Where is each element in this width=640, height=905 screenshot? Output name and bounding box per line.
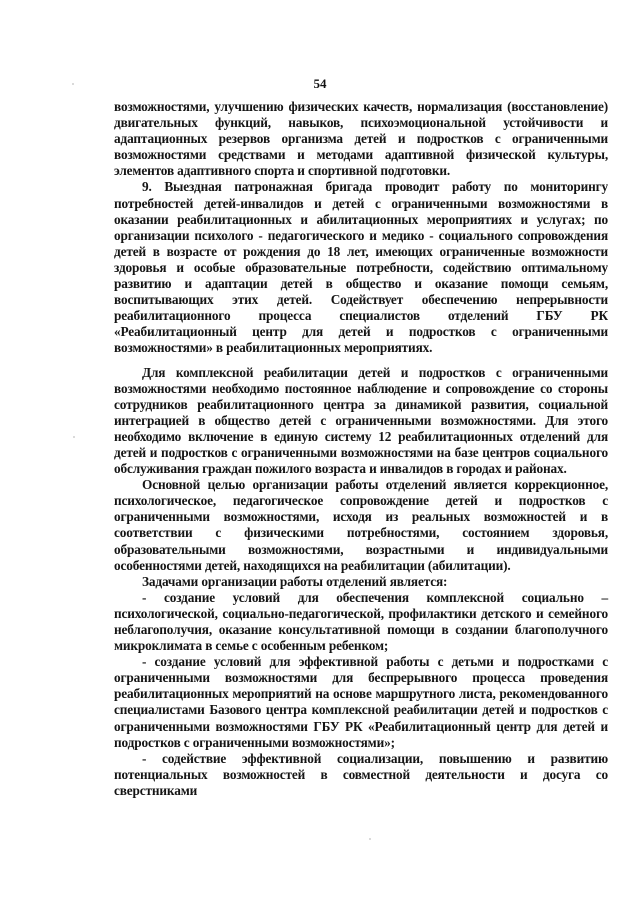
- document-body: [114, 99, 608, 799]
- list-item-task-3: - содействие эффективной социализации, повышению и развитию потенциальных возможностей в совместной деятельности и досуга со сверстниками: [114, 750, 608, 798]
- paragraph-tasks-heading: Задачами организации работы отделений является:: [142, 573, 448, 589]
- scan-artifact: [369, 838, 371, 840]
- paragraph-mobile-team: 9. Выездная патронажная бригада проводит работу по мониторингу потребностей детей-инвалидов и детей с ограниченными возможностями в оказании реабилитационных и абилитационных мероприятиях и услугах; по организации психолого - педагогического и медико - социального сопровождения детей в возрасте от рождения до 18 лет, имеющих ограниченные возможности здоровья и особые образовательные потребности, содействию оптимальному развитию и адаптации детей в общество и оказание помощи семьям, воспитывающих этих детей. Содействует обеспечению непрерывности реабилитационного процесса специалистов отделений ГБУ РК «Реабилитационный центр для детей и подростков с ограниченными возможностями» в реабилитационных мероприятиях.: [114, 179, 608, 356]
- scan-artifact: [73, 436, 75, 438]
- paragraph-main-goal: Основной целью организации работы отделений является коррекционное, психологическое, педагогическое сопровождение детей и подростков с ограниченными возможностями, исходя из реальных возможностей и в соответствии с физическими потребностями, состоянием здоровья, образовательными возможностями, возрастными и индивидуальными особенностями детей, находящихся на реабилитации (абилитации).: [114, 477, 608, 573]
- page-number: 54: [313, 76, 327, 91]
- paragraph-complex-rehabilitation: Для комплексной реабилитации детей и подростков с ограниченными возможностями необходимо постоянное наблюдение и сопровождение со стороны сотрудников реабилитационного центра за динамикой развития, социальной интеграцией в общество детей с ограниченными возможностями. Для этого необходимо включение в единую систему 12 реабилитационных отделений для детей и подростков с ограниченными возможностями на базе центров социального обслуживания граждан пожилого возраста и инвалидов в городах и районах.: [114, 364, 608, 477]
- scan-artifact: [72, 83, 74, 85]
- list-item-task-2: - создание условий для эффективной работы с детьми и подростками с ограниченными возможностями для беспрерывного процесса проведения реабилитационных мероприятий на основе маршрутного листа, рекомендованного специалистами Базового центра комплексной реабилитации детей и подростков с ограниченными возможностями ГБУ РК «Реабилитационный центр для детей и подростков с ограниченными возможностями»;: [114, 654, 608, 750]
- list-item-task-1: - создание условий для обеспечения комплексной социально – психологической, социально-педагогической, профилактики детского и семейного неблагополучия, оказание консультативной помощи в создании благополучного микроклимата в семье с особенным ребенком;: [114, 589, 608, 654]
- paragraph-continuation: возможностями, улучшению физических качеств, нормализация (восстановление) двигательных функций, навыков, психоэмоциональной устойчивости и адаптационных резервов организма детей и подростков с ограниченными возможностями средствами и методами адаптивной физической культуры, элементов адаптивного спорта и спортивной подготовки.: [114, 99, 608, 179]
